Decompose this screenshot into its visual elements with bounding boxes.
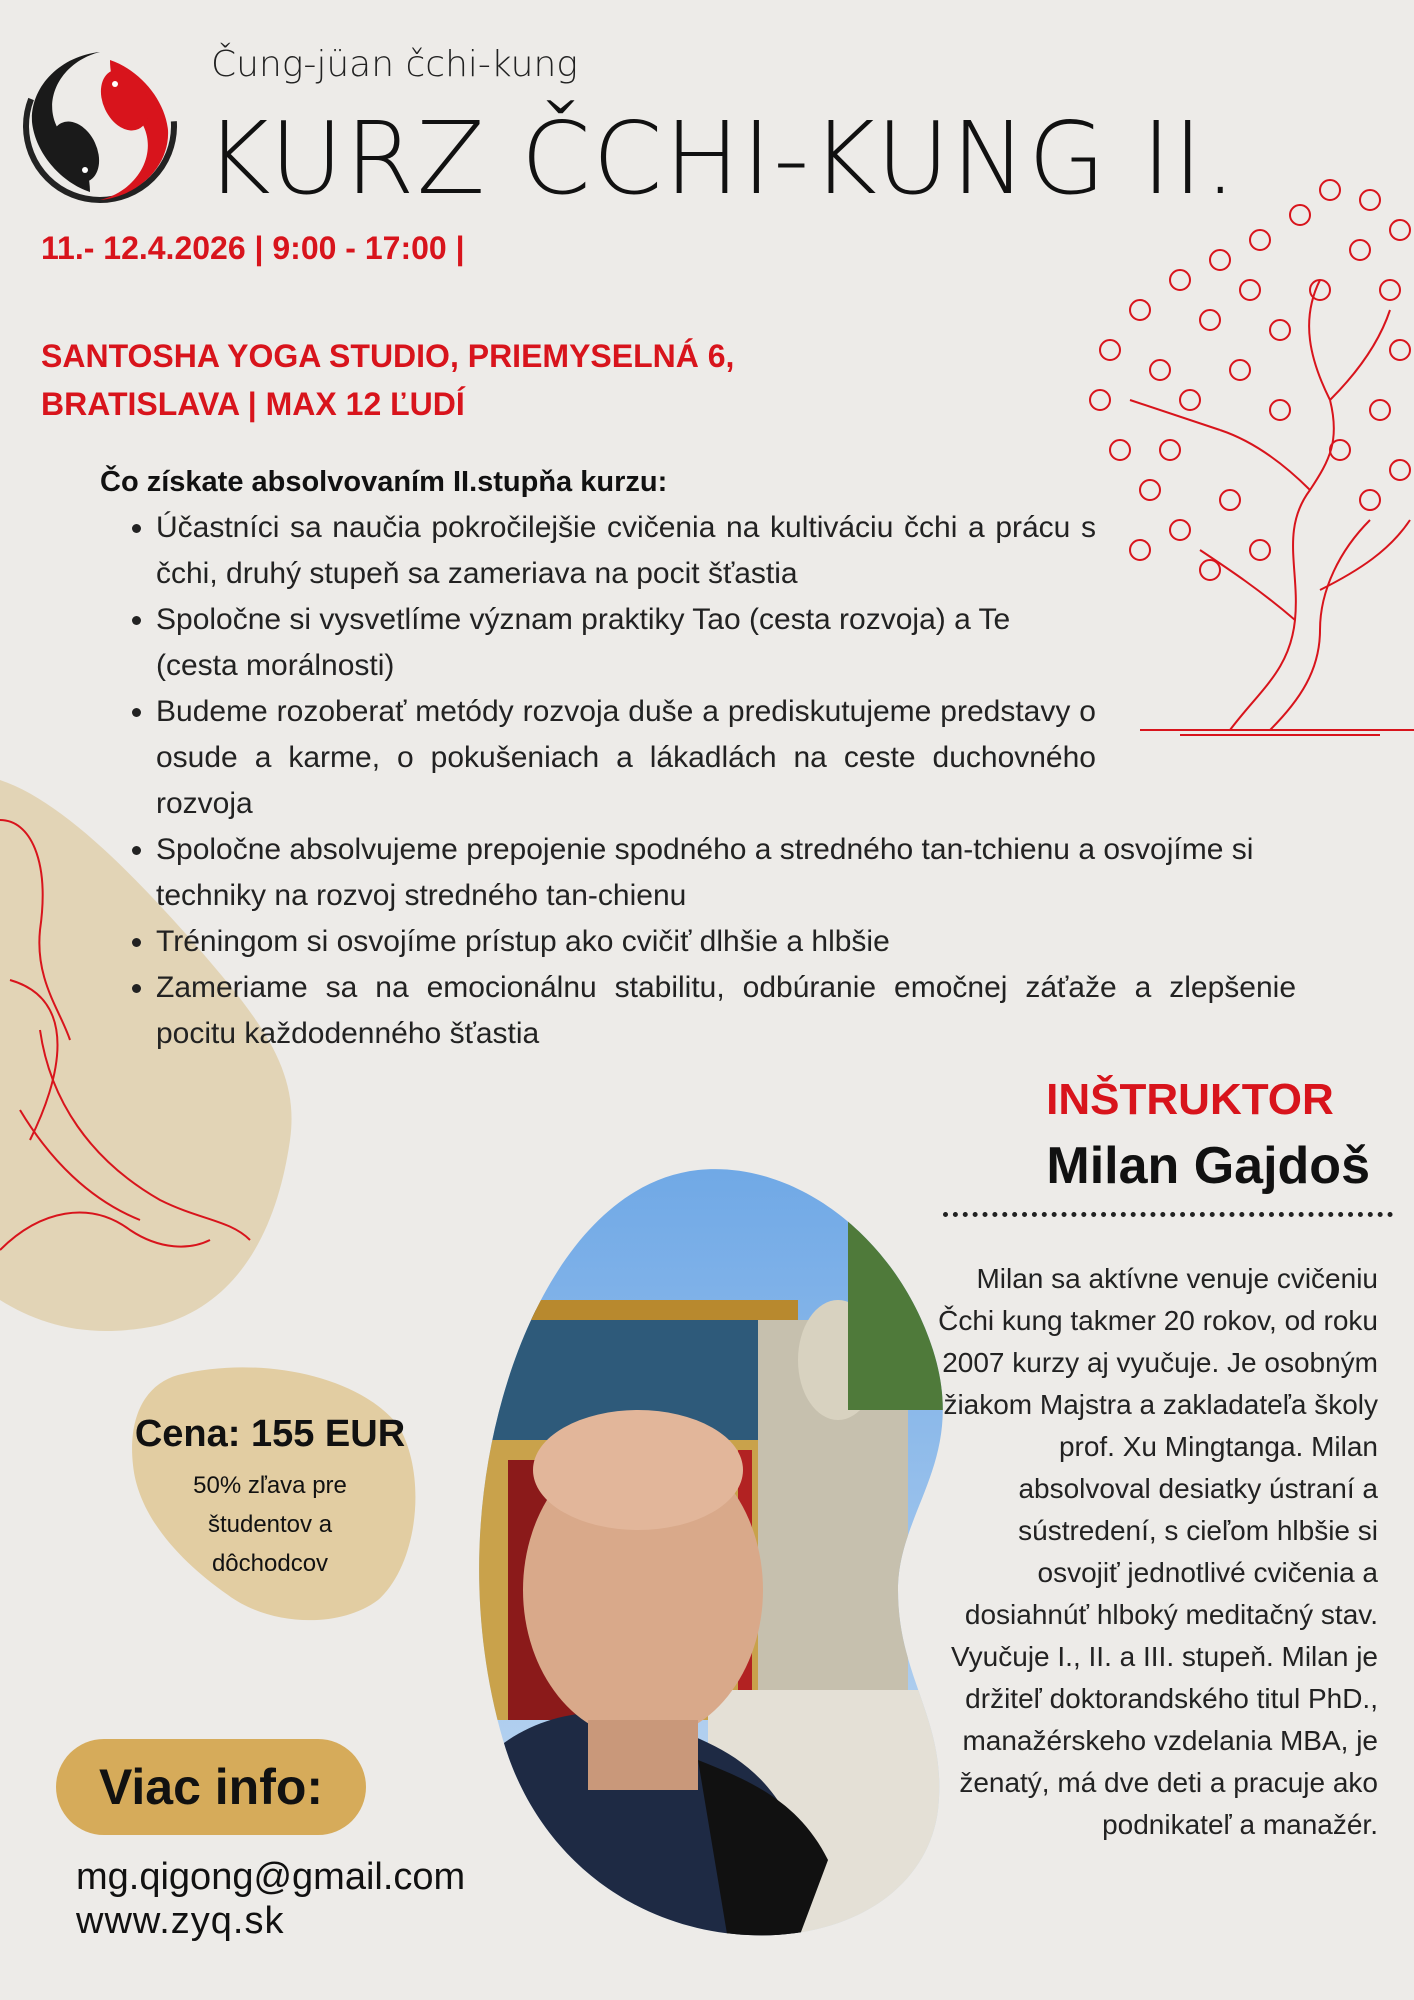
more-info-button[interactable]: Viac info: bbox=[56, 1739, 366, 1835]
discount-note: 50% zľava pre študentov a dôchodcov bbox=[193, 1472, 347, 1577]
event-location-line2: BRATISLAVA | MAX 12 ĽUDÍ bbox=[41, 386, 465, 422]
list-item: • Spoločne absolvujeme prepojenie spodného a stredného tan-tchienu a osvojíme si techniky na rozvoj stredného tan-chienu bbox=[156, 827, 1296, 919]
instructor-name: Milan Gajdoš bbox=[1046, 1137, 1370, 1195]
dotted-divider bbox=[943, 1212, 1393, 1217]
list-item: • Budeme rozoberať metódy rozvoja duše a prediskutujeme predstavy o osude a karme, o pokušeniach a lákadlách na ceste duchovného rozvoja bbox=[156, 689, 1096, 827]
instructor-label: INŠTRUKTOR bbox=[1046, 1075, 1334, 1124]
subtitle: Čung-jüan čchi-kung bbox=[211, 44, 578, 85]
koi-yin-yang-logo-icon bbox=[20, 42, 180, 210]
instructor-bio: Milan sa aktívne venuje cvičeniu Čchi kung takmer 20 rokov, od roku 2007 kurzy aj vyučuje. Je osobným žiakom Majstra a zakladateľa školy prof. Xu Mingtanga. Milan absolvoval desiatky ústraní a sústredení, s cieľom hlbšie si osvojiť jednotlivé cvičenia a dosiahnúť hlboký meditačný stav. Vyučuje I., II. a III. stupeň. Milan je držiteľ doktorandského titul PhD., manažérskeho vzdelania MBA, je ženatý, má dve deti a pracuje ako podnikateľ a manažér. bbox=[938, 1263, 1378, 1840]
website-link[interactable]: www.zyq.sk bbox=[76, 1900, 285, 1942]
instructor-photo bbox=[468, 1160, 968, 1940]
list-item: • Tréningom si osvojíme prístup ako cvičiť dlhšie a hlbšie bbox=[156, 919, 1126, 965]
price-label: Cena: 155 EUR bbox=[134, 1413, 406, 1455]
blossom-tree-illustration-icon bbox=[1080, 170, 1414, 740]
list-item: • Zameriame sa na emocionálnu stabilitu, odbúranie emočnej záťaže a zlepšenie pocitu každodenného šťastia bbox=[156, 965, 1296, 1057]
benefits-heading: Čo získate absolvovaním II.stupňa kurzu: bbox=[100, 466, 668, 498]
list-item: • Účastníci sa naučia pokročilejšie cvičenia na kultiváciu čchi a prácu s čchi, druhý stupeň sa zameriava na pocit šťastia bbox=[156, 505, 1096, 597]
benefits-list bbox=[126, 505, 1296, 1057]
page-title: KURZ ČCHI-KUNG II. bbox=[205, 100, 1239, 217]
event-date-time: 11.- 12.4.2026 | 9:00 - 17:00 | bbox=[41, 230, 465, 266]
list-item: • Spoločne si vysvetlíme význam praktiky Tao (cesta rozvoja) a Te (cesta morálnosti) bbox=[156, 597, 1096, 689]
contact-email-link[interactable]: mg.qigong@gmail.com bbox=[76, 1856, 466, 1898]
event-location-line1: SANTOSHA YOGA STUDIO, PRIEMYSELNÁ 6, bbox=[41, 338, 735, 374]
